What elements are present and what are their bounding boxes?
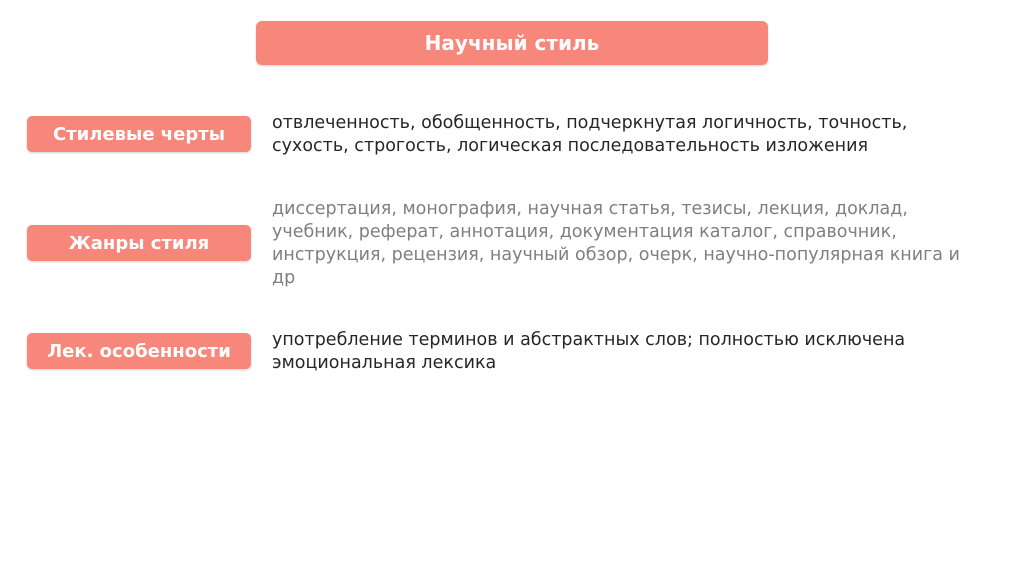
slide-title: Научный стиль: [424, 31, 600, 55]
style-features-description: отвлеченность, обобщенность, подчеркнутая логичность, точность, сухость, строгость, логическая последовательность изложения: [272, 113, 908, 156]
label-style-features: [27, 116, 251, 152]
lexical-features-description: употребление терминов и абстрактных слов; полностью исключена эмоциональная лексика: [272, 330, 906, 373]
slide-title-banner: [256, 21, 768, 65]
label-style-features-text: Стилевые черты: [53, 123, 225, 145]
label-genres-text: Жанры стиля: [68, 232, 210, 254]
label-genres: [27, 225, 251, 261]
label-lexical-features: [27, 333, 251, 369]
genres-description: диссертация, монография, научная статья, тезисы, лекция, доклад, учебник, реферат, аннотация, документация каталог, справочник, инструкция, рецензия, научный обзор, очерк, научно-популярная книга и др: [272, 199, 960, 288]
label-lexical-features-text: Лек. особенности: [47, 340, 231, 362]
